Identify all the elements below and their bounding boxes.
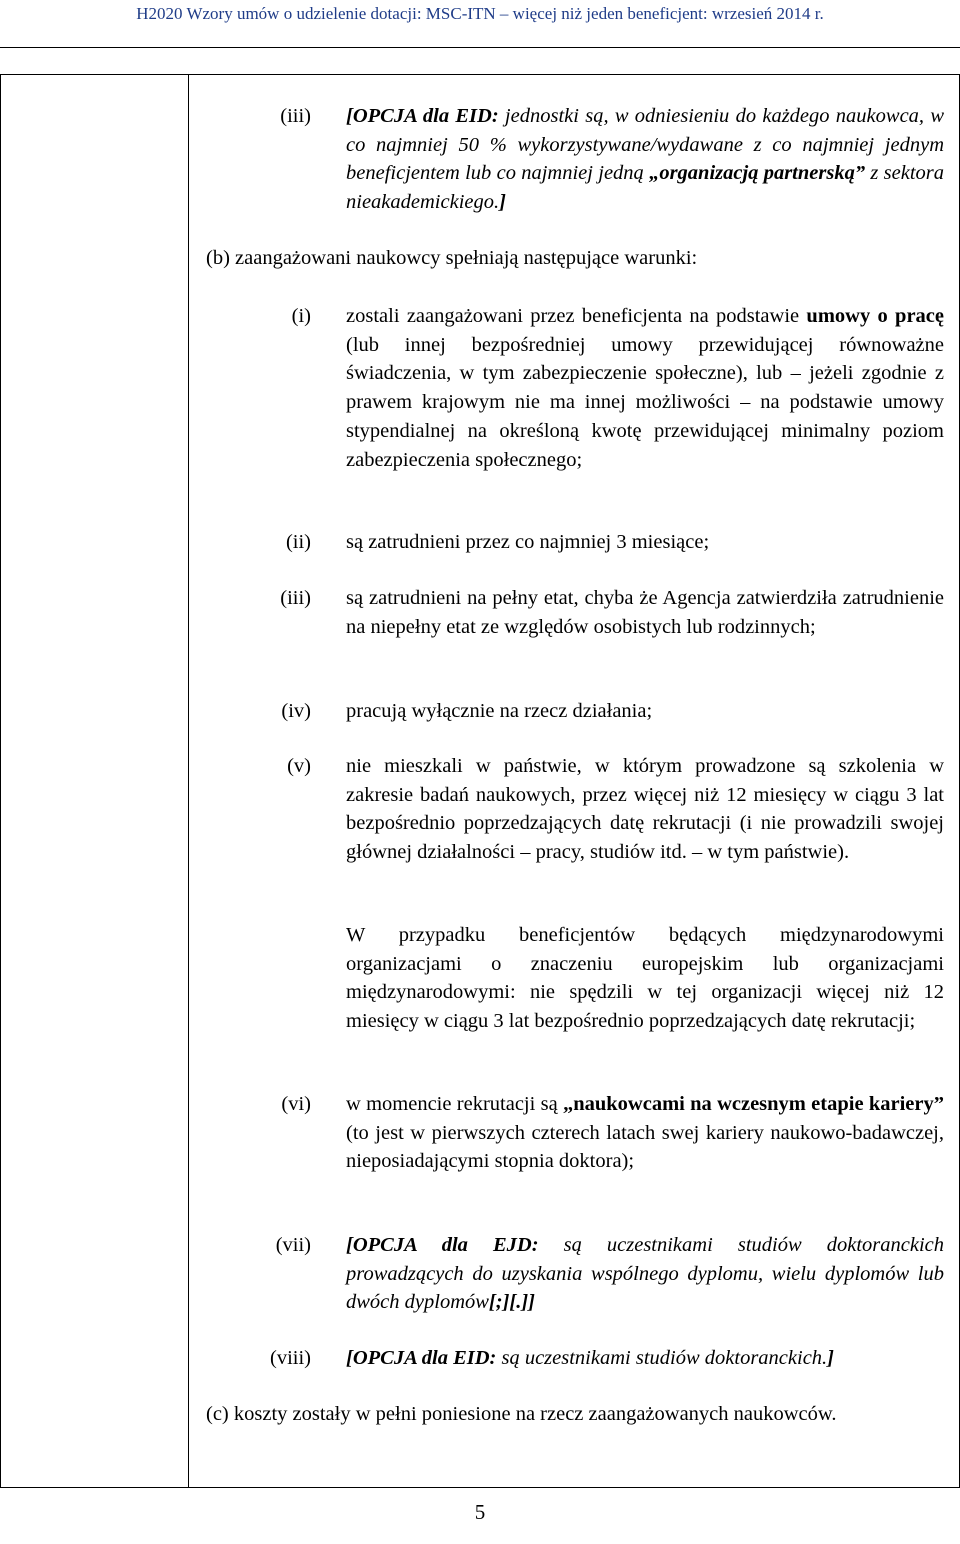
- item-i-text: [346, 302, 944, 474]
- section-c-text: (c) koszty zostały w pełni poniesione na rzecz zaangażowanych naukowców.: [206, 1403, 837, 1425]
- option-ejd-close: [;][.]]: [488, 1291, 536, 1314]
- item-viii-text: [346, 1344, 944, 1373]
- item-label-ii: (ii): [285, 531, 311, 553]
- header-rule: [0, 47, 960, 48]
- item-vi-text: [346, 1090, 944, 1176]
- item-label-v: (v): [287, 755, 311, 777]
- item-v-text: nie mieszkali w państwie, w którym prowadzone są szkolenia w zakresie badań naukowych, przez więcej niż 12 miesięcy w ciągu 3 lat bezpośrednio poprzedzających datę rekrutacji (i nie prowadzili swojej głównej działalności – pracy, studiów itd. – w tym państwie).: [346, 755, 944, 864]
- item-iv-text: pracują wyłącznie na rzecz działania;: [346, 700, 653, 722]
- item-a-iii-tail: z sektora nieakademickiego.: [346, 162, 944, 214]
- page-header: H2020 Wzory umów o udzielenie dotacji: MSC-ITN – więcej niż jeden beneficjent: wrzesień 2014 r.: [136, 4, 824, 23]
- item-vi-part2: (to jest w pierwszych czterech latach swej kariery naukowo-badawczej, nieposiadającymi stopnia doktora);: [346, 1121, 944, 1173]
- option-eid-tag: [OPCJA dla EID:: [346, 105, 499, 127]
- option-ejd-tag: [OPCJA dla EJD:: [346, 1234, 539, 1256]
- item-i-part1: zostali zaangażowani przez beneficjenta na podstawie: [346, 305, 807, 327]
- option-eid-close: ]: [499, 191, 506, 214]
- item-label-i: (i): [291, 305, 311, 327]
- item-label-a-iii: (iii): [280, 105, 311, 127]
- item-label-vii: (vii): [275, 1234, 311, 1256]
- section-b-text: (b) zaangażowani naukowcy spełniają następujące warunki:: [206, 247, 698, 269]
- page-number: 5: [474, 1500, 486, 1524]
- item-label-viii: (viii): [270, 1347, 311, 1369]
- item-a-iii-body: jednostki są, w odniesieniu do każdego naukowca, w co najmniej 50 % wykorzystywane/wydawane z co najmniej jednym beneficjentem lub co najmniej jedną: [346, 105, 944, 185]
- option-eid-close-2: ]: [827, 1347, 834, 1369]
- item-vi-part1: w momencie rekrutacji są: [346, 1093, 563, 1115]
- employment-contract-term: umowy o pracę: [806, 305, 945, 327]
- item-i-part2: (lub innej bezpośredniej umowy przewidującej równoważne świadczenia, w tym zabezpieczenie społeczne), lub – jeżeli zgodnie z prawem krajowym nie ma innej możliwości – na podstawie umowy stypendialnej na określoną kwotę przewidującej minimalny poziom zabezpieczenia społecznego;: [346, 333, 944, 471]
- item-v-text2: W przypadku beneficjentów będących międzynarodowymi organizacjami o znaczeniu europejskim lub organizacjami międzynarodowymi: nie spędzili w tej organizacji więcej niż 12 miesięcy w ciągu 3 lat bezpośrednio poprzedzających datę rekrutacji;: [346, 924, 944, 1033]
- item-viii-body: są uczestnikami studiów doktoranckich.: [496, 1347, 828, 1369]
- item-iii-text: są zatrudnieni na pełny etat, chyba że Agencja zatwierdziła zatrudnienie na niepełny etat ze względów osobistych lub rodzinnych;: [346, 587, 944, 638]
- item-label-vi: (vi): [281, 1093, 311, 1115]
- item-vii-text: [346, 1231, 944, 1317]
- item-a-iii-text: [346, 102, 944, 217]
- item-label-iii: (iii): [280, 587, 311, 609]
- item-ii-text: są zatrudnieni przez co najmniej 3 miesiące;: [346, 531, 710, 553]
- item-vii-body: są uczestnikami studiów doktoranckich prowadzących do uzyskania wspólnego dyplomu, wielu dyplomów lub dwóch dyplomów: [346, 1234, 944, 1314]
- option-eid-tag-2: [OPCJA dla EID:: [346, 1347, 497, 1369]
- early-stage-researcher-term: „naukowcami na wczesnym etapie kariery”: [562, 1093, 944, 1115]
- partner-organisation-term: „organizacją partnerską”: [649, 162, 866, 185]
- item-label-iv: (iv): [281, 700, 311, 722]
